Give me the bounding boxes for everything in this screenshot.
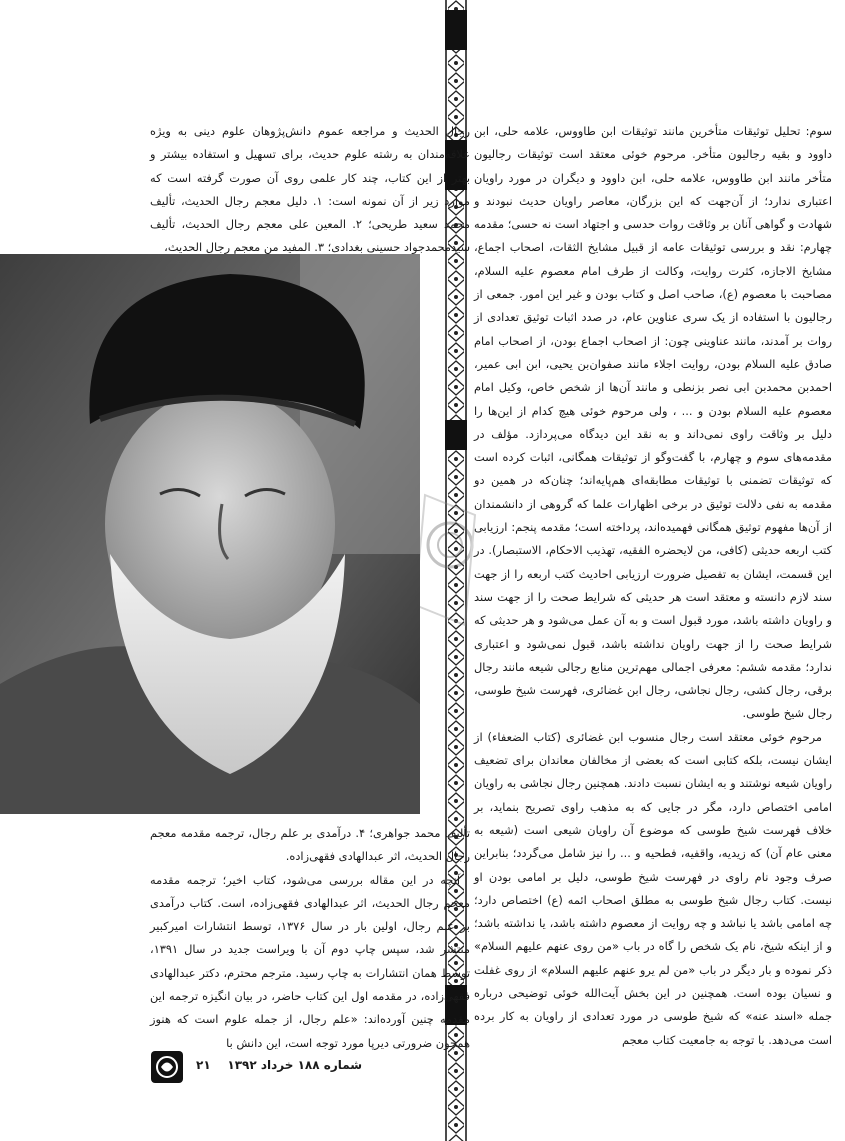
paragraph: مرحوم خوئی معتقد است رجال منسوب ابن غضائری (کتاب الضعفاء) از ایشان نیست، بلکه کتابی است که بعضی از مخالفان معاندان برای تضعیف راویان شیعه نوشتند و به ایشان نسبت دادند. همچنین رجال نجاشی به راویان امامی اختصاص دارد، مگر در جایی که به مذهب راوی تصریح بنماید، بر خلاف فهرست شیخ طوسی که موضوع آن راویان شیعی است (شیعه به معنی عام آن) که زیدیه، واقفیه، فطحیه و ... را نیز شامل می‌گردد؛ بنابراین صرف وجود نام راوی در فهرست شیخ طوسی، دلیل بر امامی بودن او نیست. کتاب رجال شیخ طوسی به مطلق اصحاب ائمه (ع) اختصاص دارد؛ چه امامی باشد یا نباشد و چه روایت از معصوم داشته باشد، یا نداشته باشد؛ و از اینکه شیخ، نام یک شخص را گاه در باب «من روی عنهم علیهم السلام» ذکر نموده و بار دیگر در باب «من لم یرو عنهم علیهم السلام» از روی غفلت و نسیان بوده است. همچنین در این بخش آیت‌الله خوئی توضیحی درباره جمله «اسند عنه» که شیخ طوسی در مورد تعدادی از راویان به کار برده است می‌دهد. با توجه به جامعیت کتاب معجم	[474, 729, 832, 1047]
paragraph: تألیف محمد جواهری؛ ۴. درآمدی بر علم رجال، ترجمه مقدمه معجم رجال الحدیث، اثر عبدالهادی فقهی‌زاده.	[150, 826, 471, 864]
paragraph: سوم: تحلیل توثیقات متأخرین مانند توثیقات ابن طاووس، علامه حلی، ابن داوود و بقیه رجالیون متأخر. مرحوم خوئی معتقد است توثیقات رجالیون متأخر مانند ابن طاووس، علامه حلی، ابن داوود و دیگران در مورد راویان اعتباری ندارد؛ از آن‌جهت که این بزرگان، معاصر راویان حدیث نبودند و شهادت و گواهی آنان بر وثاقت روات حدسی و اجتهاد است نه حسی؛ مقدمه چهارم: نقد و بررسی توثیقات عامه از قبیل مشایخ الثقات، اصحاب اجماع، مشایخ الاجازه، کثرت روایت، وکالت از طرف امام معصوم علیه السلام، مصاحبت با معصوم (ع)، صاحب اصل و کتاب بودن و غیر این امور. جمعی از رجالیون با استفاده از یک سری عناوین عام، در صدد اثبات توثیق تعدادی از روات بر آمدند، مانند عناوینی چون: از اصحاب اجماع بودن، از اصحاب امام صادق علیه السلام بودن، روایت اجلاء مانند صفوان‌بن یحیی، ابن ابی عمیر، احمدبن محمدبن ابی نصر بزنطی و مانند آن‌ها از شخص خاص، وکیل امام معصوم علیه السلام بودن و ... ، ولی مرحوم خوئی هیچ کدام از این‌ها را دلیل بر وثاقت راوی نمی‌داند و به نقد این دیدگاه می‌پردازد. مؤلف در مقدمه‌های سوم و چهارم، با گفت‌وگو از توثیقات همگانی، اثبات کرده است که توثیقات تضمنی با توثیقات مطابقه‌ای هم‌پایه‌اند؛ چنان‌که در همین دو مقدمه به نفی دلالت توثیق در برخی اظهارات علما که گروهی از دانشمندان از آن‌ها مفهوم توثیق همگانی فهمیده‌اند، پرداخته است؛ مقدمه پنجم: ارزیابی کتب اربعه حدیثی (کافی، من لایحضره الفقیه، تهذیب الاحکام، الاستبصار). در این قسمت، ایشان به تفصیل ضرورت ارزیابی احادیث کتب اربعه را از جهت سند لازم دانسته و معتقد است هر حدیثی که شرایط صحت را از جهت سند و راویان داشته باشد، مورد قبول است و به آن عمل می‌شود و هر حدیثی که شرایط صحت را از جهت راویان نداشته باشد، قبول نمی‌شود و اعتباری ندارد؛ مقدمه ششم: معرفی اجمالی مهم‌ترین منابع رجالی شیعه مانند رجال برقی، رجال کشی، رجال نجاشی، رجال ابن غضائری، فهرست شیخ طوسی، رجال شیخ طوسی.	[474, 124, 832, 721]
right-text-column	[474, 120, 832, 1052]
issue-info	[196, 1058, 362, 1072]
paragraph: آنچه در این مقاله بررسی می‌شود، کتاب اخیر؛ ترجمه مقدمه معجم رجال الحدیث، اثر عبدالهادی فقهی‌زاده، است. کتاب درآمدی بر علم رجال، اولین بار در سال ۱۳۷۶، توسط انتشارات امیرکبیر منتشر شد، سپس چاپ دوم آن با ویراست جدید در سال ۱۳۹۱، توسط همان انتشارات به چاپ رسید. مترجم محترم، دکتر عبدالهادی فقهی‌زاده، در مقدمه اول این کتاب حاضر، در بیان انگیزه ترجمه این مقدمه چنین آورده‌اند: «علم رجال، از جمله علوم است که هنوز همچون ضرورتی دیرپا مورد توجه است، این دانش با	[150, 872, 470, 1050]
page-number: ۲۱	[196, 1058, 211, 1072]
magazine-logo-icon	[150, 1050, 184, 1084]
left-top-text-column	[150, 120, 470, 260]
portrait-photo	[0, 254, 420, 814]
left-bottom-text-column	[150, 822, 470, 1055]
paragraph: رجال الحدیث و مراجعه عموم دانش‌پژوهان علوم دینی به ویژه علاقه‌مندان به رشته علوم حدیث، برای تسهیل و استفاده بیشتر و بهتر از این کتاب، چند کار علمی روی آن صورت گرفته است که موارد زیر از آن نمونه است: ۱. دلیل معجم رجال الحدیث، تألیف محمد سعید طریحی؛ ۲. المعین علی معجم رجال الحدیث، تألیف سیدمحمدجواد حسینی بغدادی؛ ۳. المفید من معجم رجال الحدیث،	[150, 124, 470, 255]
issue-label: شماره ۱۸۸ خرداد ۱۳۹۲	[227, 1058, 363, 1072]
